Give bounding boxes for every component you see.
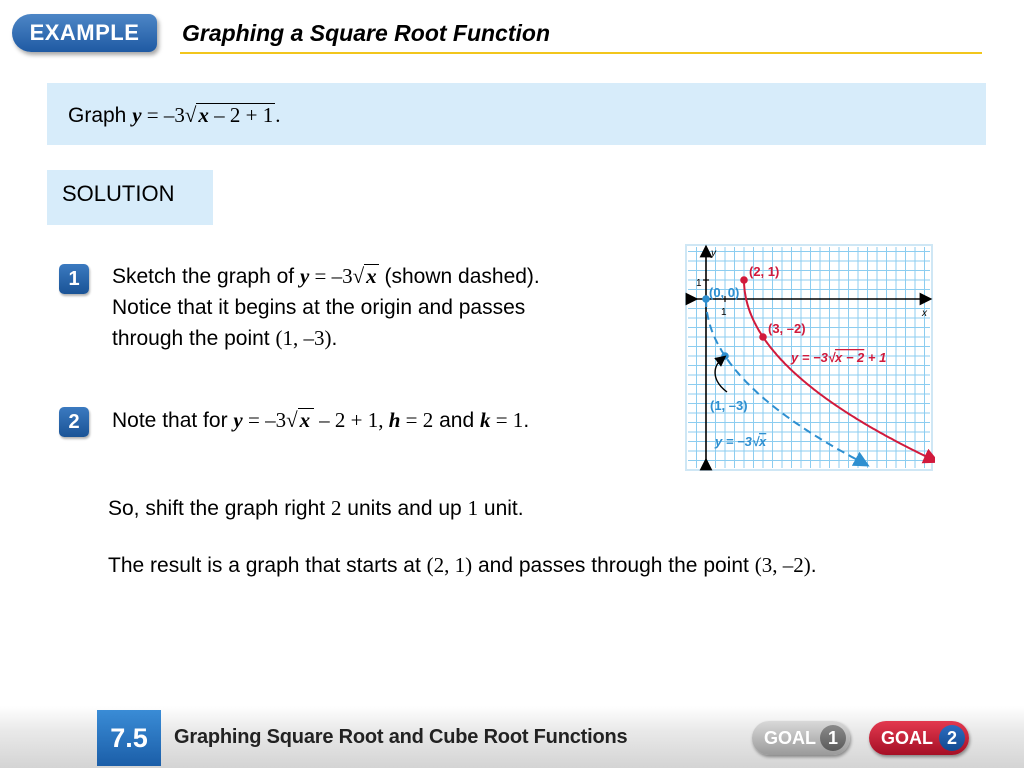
problem-x: x [198,103,209,127]
problem-y: y [132,103,142,127]
step-2-k: k [479,408,491,432]
function-graph [683,242,935,473]
goal-1-label: GOAL [764,728,816,748]
shift-text [108,493,524,524]
shift-pre: So, shift the graph right [108,497,331,520]
page-title: Graphing a Square Root Function [182,20,550,46]
problem-prefix: Graph [68,104,133,127]
eq-parent-sqrt: √ [751,434,760,449]
step-1-eq: = –3 [309,264,353,288]
example-badge: EXAMPLE [12,14,157,52]
shift-up-units: 1 [467,496,479,520]
step-1-post: (shown dashed). [378,265,540,288]
step-2-h: h [388,408,401,432]
step-2-rest: – 2 + 1, [313,408,389,432]
goal-2-button[interactable] [869,721,969,755]
step-2-radical: √x [286,405,314,436]
eq-shifted-post: + 1 [864,350,887,365]
eq-parent-pre: y = −3 [715,434,752,449]
shifted-point [740,276,748,284]
step-2-and: and [433,409,480,432]
result-post: . [810,554,817,577]
label-origin: (0, 0) [709,285,740,300]
header-divider [180,52,982,54]
goal-1-button[interactable] [752,721,850,755]
step-2-pre: Note that for [112,409,234,432]
y-tick-label: 1 [696,278,702,289]
label-point-parent: (1, –3) [710,398,748,413]
problem-eq: = –3 [141,103,185,127]
shifted-point [759,333,767,341]
goal-2-number: 2 [939,725,965,751]
step-2-h-eq: = 2 [400,408,434,432]
step-2-badge: 2 [59,407,89,437]
eq-shifted-pre: y = −3 [791,350,828,365]
problem-statement [68,100,281,131]
problem-radical: √x – 2 + 1 [184,103,274,127]
result-start: (2, 1) [426,553,473,577]
parent-point [721,352,729,360]
shift-right-units: 2 [330,496,342,520]
step-1-radical: √x [352,264,377,288]
section-number: 7.5 [97,710,161,766]
label-eq-shifted [790,350,886,365]
label-point-shifted: (3, –2) [768,321,806,336]
step-1-line-3-pre: through the point [112,327,276,350]
step-1-x: x [366,264,377,288]
step-1-pre: Sketch the graph of [112,265,300,288]
result-mid: and passes through the point [472,554,755,577]
step-1-point: (1, –3) [275,326,332,350]
label-start: (2, 1) [749,264,780,279]
step-1-line-1 [112,261,540,292]
eq-shifted-rad: x − 2 [835,350,865,365]
goal-2-label: GOAL [881,728,933,748]
step-1-y: y [299,264,310,288]
problem-rest: – 2 + 1 [208,103,274,127]
problem-period: . [275,103,281,127]
goal-1-number: 1 [820,725,846,751]
step-2-line [112,405,529,436]
eq-parent-rad: x [759,434,767,449]
result-pre: The result is a graph that starts at [108,554,427,577]
lesson-title: Graphing Square Root and Cube Root Functions [174,726,628,748]
graph-svg [683,242,935,473]
step-1-line-3-post: . [331,327,338,350]
x-tick-label: 1 [721,307,727,318]
step-2-y: y [233,408,243,432]
y-axis-label: y [711,248,716,259]
result-text [108,550,817,581]
result-point: (3, –2) [754,553,811,577]
solution-label: SOLUTION [62,181,175,206]
step-2-rest-in [310,408,312,432]
label-eq-parent [714,434,767,449]
step-2-period: . [523,409,530,432]
eq-shifted-sqrt: √ [827,350,836,365]
step-1-badge: 1 [59,264,89,294]
step-1-line-3 [112,323,337,354]
shift-post: unit. [478,497,524,520]
shift-mid: units and up [341,497,468,520]
step-1-line-2: Notice that it begins at the origin and passes [112,296,526,319]
step-2-k-eq: = 1 [490,408,524,432]
step-2-x: x [299,408,311,432]
x-axis-label: x [922,308,927,319]
step-2-eq: = –3 [242,408,287,432]
